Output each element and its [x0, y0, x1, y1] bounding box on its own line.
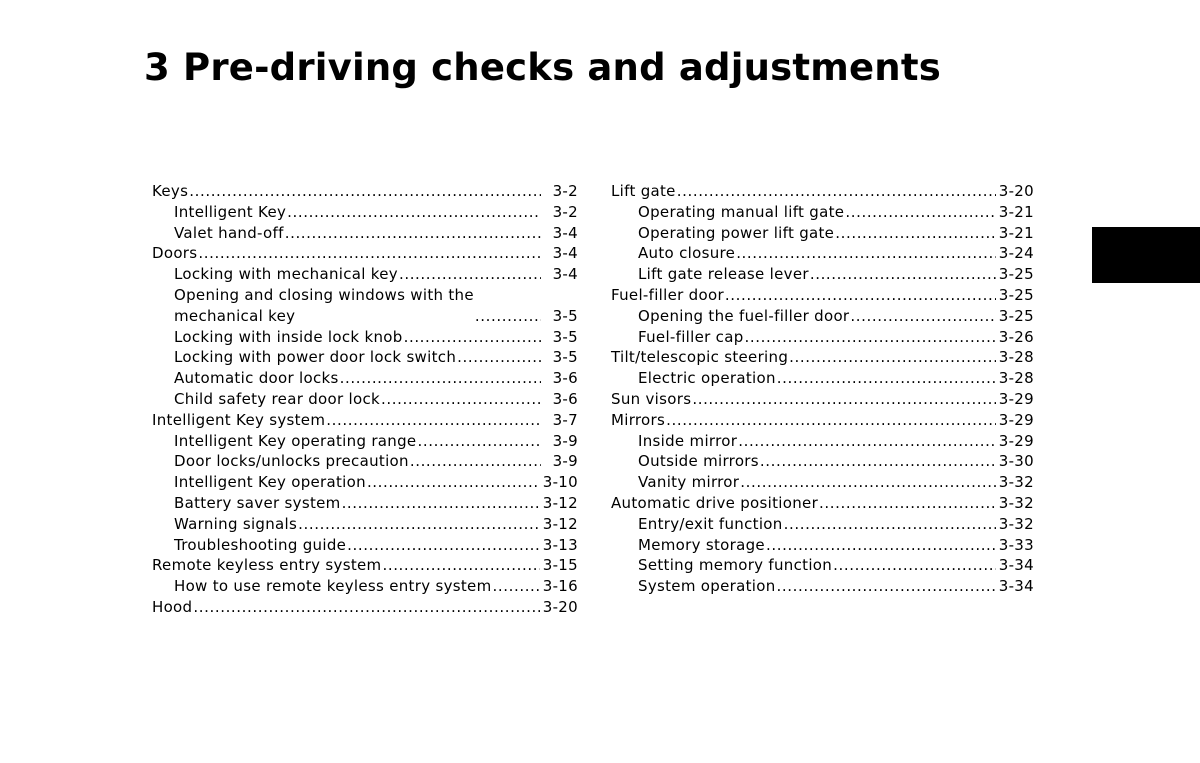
dot-leader: [745, 327, 996, 348]
toc-entry-page: 3-12: [542, 493, 578, 512]
toc-entry-label: Fuel-filler cap: [638, 327, 744, 346]
toc-entry-page: 3-6: [552, 389, 578, 408]
toc-entry[interactable]: [152, 576, 578, 597]
dot-leader: [810, 264, 996, 285]
toc-entry-label: Valet hand-off: [174, 223, 284, 242]
toc-entry-label: Outside mirrors: [638, 452, 759, 471]
dot-leader: [692, 389, 995, 410]
toc-entry-label: Auto closure: [638, 244, 736, 263]
toc-entry-label: Door locks/unlocks precaution: [174, 452, 409, 471]
dot-leader: [342, 493, 540, 514]
toc-entry-page: 3-12: [542, 514, 578, 533]
toc-entry-page: 3-32: [998, 514, 1034, 533]
toc-entry-page: 3-15: [542, 556, 578, 575]
toc-entry[interactable]: [611, 368, 1034, 389]
toc-entry-page: 3-6: [552, 369, 578, 388]
toc-entry-page: 3-5: [552, 306, 578, 325]
toc-entry-label: Troubleshooting guide: [174, 535, 347, 554]
dot-leader: [777, 576, 996, 597]
toc-entry-page: 3-29: [998, 410, 1034, 429]
toc-entry-label: Fuel-filler door: [611, 285, 724, 304]
dot-leader: [677, 181, 996, 202]
toc-entry-page: 3-29: [998, 431, 1034, 450]
toc-entry-label-line: Opening and closing windows with the: [174, 285, 474, 304]
toc-entry[interactable]: [611, 576, 1034, 597]
toc-entry[interactable]: [611, 327, 1034, 348]
toc-entry[interactable]: [611, 389, 1034, 410]
dot-leader: [417, 431, 541, 452]
toc-entry-label: Intelligent Key operating range: [174, 431, 417, 450]
toc-entry-page: 3-34: [998, 556, 1034, 575]
toc-entry[interactable]: [611, 410, 1034, 431]
toc-entry-label: Sun visors: [611, 389, 692, 408]
dot-leader: [819, 493, 996, 514]
toc-entry-page: 3-5: [552, 348, 578, 367]
toc-entry-label: Vanity mirror: [638, 473, 740, 492]
toc-entry-page: 3-7: [552, 410, 578, 429]
dot-leader: [738, 431, 996, 452]
toc-entry-label: Entry/exit function: [638, 514, 783, 533]
toc-entry-label: Remote keyless entry system: [152, 556, 382, 575]
dot-leader: [666, 410, 996, 431]
toc-entry-label: System operation: [638, 577, 776, 596]
toc-entry[interactable]: [611, 431, 1034, 452]
toc-entry-label: Keys: [152, 182, 189, 200]
chapter-tab-marker: [1092, 227, 1200, 283]
toc-entry-label: Intelligent Key: [174, 202, 287, 221]
toc-entry-label: Lift gate: [611, 182, 676, 200]
toc-entry[interactable]: [152, 535, 578, 556]
toc-entry[interactable]: [152, 555, 578, 576]
dot-leader: [285, 223, 541, 244]
toc-entry-page: 3-10: [542, 473, 578, 492]
dot-leader: [784, 514, 996, 535]
toc-entry[interactable]: [611, 555, 1034, 576]
toc-entry[interactable]: [152, 243, 578, 264]
toc-entry-page: 3-20: [998, 182, 1034, 200]
dot-leader: [367, 472, 540, 493]
toc-entry-label: Intelligent Key system: [152, 410, 326, 429]
toc-entry-page: 3-20: [542, 597, 578, 616]
toc-right-column: [611, 181, 1034, 597]
dot-leader: [193, 597, 539, 618]
toc-entry-page: 3-29: [998, 389, 1034, 408]
dot-leader: [287, 202, 541, 223]
toc-entry-label: Tilt/telescopic steering: [611, 348, 789, 367]
toc-entry[interactable]: [611, 493, 1034, 514]
dot-leader: [298, 514, 540, 535]
toc-entry-page: 3-4: [552, 244, 578, 263]
toc-entry[interactable]: [611, 306, 1034, 327]
toc-entry-label: How to use remote keyless entry system: [174, 577, 492, 596]
dot-leader: [347, 535, 540, 556]
page-title: 3 Pre-driving checks and adjustments: [144, 46, 941, 89]
dot-leader: [766, 535, 996, 556]
toc-entry[interactable]: [611, 472, 1034, 493]
toc-entry-label-line: mechanical key: [174, 306, 296, 325]
toc-entry[interactable]: [152, 493, 578, 514]
toc-entry-label: Setting memory function: [638, 556, 833, 575]
toc-entry-label: Electric operation: [638, 369, 776, 388]
toc-entry[interactable]: [611, 514, 1034, 535]
toc-entry-label: Hood: [152, 597, 193, 616]
dot-leader: [399, 264, 541, 285]
toc-entry[interactable]: [152, 597, 578, 618]
toc-entry-page: 3-30: [998, 452, 1034, 471]
toc-entry-label: [174, 285, 474, 327]
dot-leader: [326, 410, 541, 431]
dot-leader: [381, 389, 541, 410]
toc-entry[interactable]: [152, 264, 578, 285]
toc-entry-label: Intelligent Key operation: [174, 473, 366, 492]
toc-entry-label: Operating manual lift gate: [638, 202, 845, 221]
toc-entry[interactable]: [152, 347, 578, 368]
dot-leader: [736, 243, 996, 264]
toc-entry[interactable]: [611, 202, 1034, 223]
toc-entry[interactable]: [152, 223, 578, 244]
toc-left-column: [152, 181, 578, 618]
dot-leader: [410, 451, 541, 472]
toc-entry-page: 3-25: [998, 285, 1034, 304]
toc-entry-page: 3-21: [998, 223, 1034, 242]
toc-entry-label: Mirrors: [611, 410, 666, 429]
dot-leader: [760, 451, 996, 472]
toc-entry-page: 3-9: [552, 431, 578, 450]
toc-entry[interactable]: [611, 243, 1034, 264]
toc-entry[interactable]: [152, 285, 578, 327]
toc-entry-page: 3-21: [998, 202, 1034, 221]
toc-entry-page: 3-32: [998, 473, 1034, 492]
toc-entry-label: Automatic drive positioner: [611, 493, 819, 512]
toc-entry-page: 3-4: [552, 223, 578, 242]
toc-entry-label: Locking with mechanical key: [174, 265, 398, 284]
toc-entry-label: Lift gate release lever: [638, 265, 809, 284]
toc-entry-label: Warning signals: [174, 514, 298, 533]
toc-entry-page: 3-16: [542, 577, 578, 596]
toc-entry-label: Battery saver system: [174, 493, 341, 512]
toc-entry[interactable]: [611, 347, 1034, 368]
toc-entry[interactable]: [152, 514, 578, 535]
toc-entry[interactable]: [152, 327, 578, 348]
toc-entry-page: 3-28: [998, 369, 1034, 388]
toc-entry[interactable]: [152, 389, 578, 410]
dot-leader: [382, 555, 539, 576]
dot-leader: [789, 347, 996, 368]
toc-entry-page: 3-26: [998, 327, 1034, 346]
dot-leader: [198, 243, 541, 264]
toc-entry[interactable]: [152, 410, 578, 431]
toc-entry[interactable]: [152, 451, 578, 472]
toc-entry[interactable]: [611, 451, 1034, 472]
toc-entry[interactable]: [611, 535, 1034, 556]
dot-leader: [777, 368, 996, 389]
toc-entry[interactable]: [611, 264, 1034, 285]
toc-entry-label: Automatic door locks: [174, 369, 339, 388]
dot-leader: [845, 202, 995, 223]
toc-entry-page: 3-2: [552, 202, 578, 221]
dot-leader: [740, 472, 995, 493]
toc-entry[interactable]: [611, 223, 1034, 244]
toc-entry-label: Locking with inside lock knob: [174, 327, 403, 346]
toc-entry[interactable]: [152, 472, 578, 493]
dot-leader: [457, 347, 541, 368]
toc-entry-page: 3-2: [552, 182, 578, 200]
dot-leader: [835, 223, 996, 244]
toc-entry-page: 3-32: [998, 493, 1034, 512]
toc-entry-label: Doors: [152, 244, 198, 263]
dot-leader: [475, 306, 541, 327]
toc-entry-page: 3-9: [552, 452, 578, 471]
dot-leader: [189, 181, 541, 202]
toc-entry-page: 3-13: [542, 535, 578, 554]
dot-leader: [850, 306, 995, 327]
toc-entry-label: Operating power lift gate: [638, 223, 835, 242]
toc-entry-label: Memory storage: [638, 535, 765, 554]
toc-entry-page: 3-33: [998, 535, 1034, 554]
toc-entry-page: 3-34: [998, 577, 1034, 596]
toc-entry[interactable]: [152, 181, 578, 202]
toc-entry[interactable]: [611, 285, 1034, 306]
toc-entry-page: 3-5: [552, 327, 578, 346]
toc-entry[interactable]: [611, 181, 1034, 202]
toc-entry-page: 3-25: [998, 306, 1034, 325]
toc-entry-label: Locking with power door lock switch: [174, 348, 457, 367]
dot-leader: [404, 327, 541, 348]
toc-entry-page: 3-4: [552, 265, 578, 284]
dot-leader: [492, 576, 539, 597]
dot-leader: [725, 285, 996, 306]
toc-entry-page: 3-25: [998, 265, 1034, 284]
dot-leader: [340, 368, 541, 389]
toc-entry-page: 3-24: [998, 244, 1034, 263]
toc-entry-label: Opening the fuel-filler door: [638, 306, 850, 325]
toc-entry-label: Child safety rear door lock: [174, 389, 381, 408]
toc-entry-label: Inside mirror: [638, 431, 738, 450]
toc-entry[interactable]: [152, 368, 578, 389]
toc-entry-page: 3-28: [998, 348, 1034, 367]
dot-leader: [833, 555, 996, 576]
toc-entry[interactable]: [152, 202, 578, 223]
toc-entry[interactable]: [152, 431, 578, 452]
